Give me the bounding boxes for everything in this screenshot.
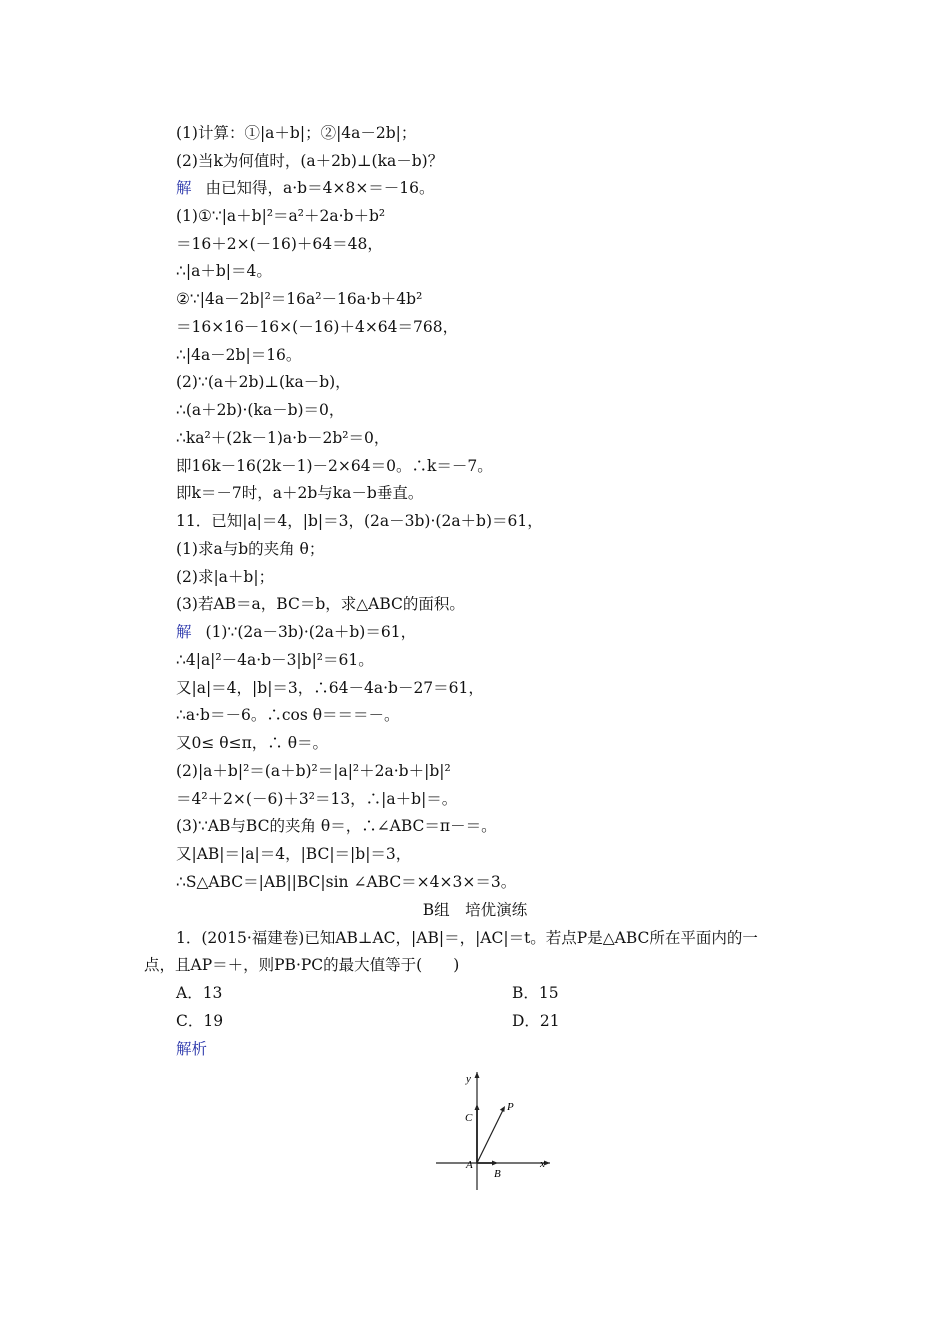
text-line: ＝16＋2×(－16)＋64＝48， xyxy=(176,235,383,253)
text-line: ＝16×16－16×(－16)＋4×64＝768， xyxy=(176,318,459,336)
point-c-label: C xyxy=(465,1112,473,1124)
option-d: D．21 xyxy=(512,1012,560,1030)
text-line: (3)若AB＝a，BC＝b，求△ABC的面积。 xyxy=(176,595,465,613)
text-line: ∴S△ABC＝|AB||BC|sin ∠ABC＝×4×3×＝3。 xyxy=(176,873,517,891)
y-axis-arrow xyxy=(475,1072,480,1078)
solution-label: 解 xyxy=(176,179,192,197)
text-line: ∴|a＋b|＝4。 xyxy=(176,262,272,280)
text-line: (3)∵AB与BC的夹角 θ＝，∴∠ABC＝π－＝。 xyxy=(176,817,497,835)
text-line: ∴a·b＝－6。∴cos θ＝＝＝－。 xyxy=(176,706,400,724)
problem-text: 1．(2015·福建卷)已知AB⊥AC，|AB|＝，|AC|＝t。若点P是△ABC所在平面内的一 xyxy=(176,929,758,947)
vector-ac-arrow xyxy=(475,1104,480,1110)
text-line: (1)计算：①|a＋b|；②|4a－2b|； xyxy=(176,124,417,142)
text-line: 由已知得，a·b＝4×8×＝－16。 xyxy=(205,179,435,197)
vector-ab-arrow xyxy=(492,1161,498,1166)
text-line: 又|AB|＝|a|＝4，|BC|＝|b|＝3， xyxy=(176,845,412,863)
text-line: (1)求a与b的夹角 θ； xyxy=(176,540,325,558)
point-b-label: B xyxy=(494,1168,501,1180)
text-line: 即16k－16(2k－1)－2×64＝0。∴k＝－7。 xyxy=(176,457,493,475)
text-line: (1)①∵|a＋b|²＝a²＋2a·b＋b² xyxy=(176,207,386,225)
text-line: ∴4|a|²－4a·b－3|b|²＝61。 xyxy=(176,651,374,669)
text-line: 又|a|＝4，|b|＝3，∴64－4a·b－27＝61， xyxy=(176,679,484,697)
point-a-label: A xyxy=(466,1159,473,1171)
option-a: A．13 xyxy=(176,984,223,1002)
text-line: ②∵|4a－2b|²＝16a²－16a·b＋4b² xyxy=(176,290,423,308)
text-line: ∴|4a－2b|＝16。 xyxy=(176,346,302,364)
text-line: ∴(a＋2b)·(ka－b)＝0， xyxy=(176,401,345,419)
text-line: (2)∵(a＋2b)⊥(ka－b)， xyxy=(176,373,351,391)
text-line: 11．已知|a|＝4，|b|＝3，(2a－3b)·(2a＋b)＝61， xyxy=(176,512,543,530)
text-line: (2)当k为何值时，(a＋2b)⊥(ka－b)？ xyxy=(176,152,444,170)
y-label: y xyxy=(466,1073,471,1085)
coordinate-figure xyxy=(428,1066,558,1196)
solution-line xyxy=(176,622,416,642)
text-line: (2)求|a＋b|； xyxy=(176,568,275,586)
vector-ap xyxy=(477,1108,504,1163)
text-line: 即k＝－7时，a＋2b与ka－b垂直。 xyxy=(176,484,424,502)
text-line: 又0≤ θ≤π，∴ θ＝。 xyxy=(176,734,329,752)
solution-line xyxy=(176,178,435,198)
x-label: x xyxy=(540,1158,545,1170)
problem-text: 点，且AP＝＋，则PB·PC的最大值等于( ) xyxy=(144,956,460,974)
point-p-label: P xyxy=(507,1101,514,1113)
solution-label: 解 xyxy=(176,623,192,641)
text-line: ∴ka²＋(2k－1)a·b－2b²＝0， xyxy=(176,429,390,447)
x-axis-arrow xyxy=(544,1161,550,1166)
analysis-label: 解析 xyxy=(176,1040,208,1058)
section-title: B组 培优演练 xyxy=(422,901,528,919)
text-line: ＝4²＋2×(－6)＋3²＝13，∴|a＋b|＝。 xyxy=(176,790,458,808)
option-b: B．15 xyxy=(512,984,559,1002)
text-line: (2)|a＋b|²＝(a＋b)²＝|a|²＋2a·b＋|b|² xyxy=(176,762,451,780)
option-c: C．19 xyxy=(176,1012,224,1030)
text-line: (1)∵(2a－3b)·(2a＋b)＝61， xyxy=(205,623,417,641)
